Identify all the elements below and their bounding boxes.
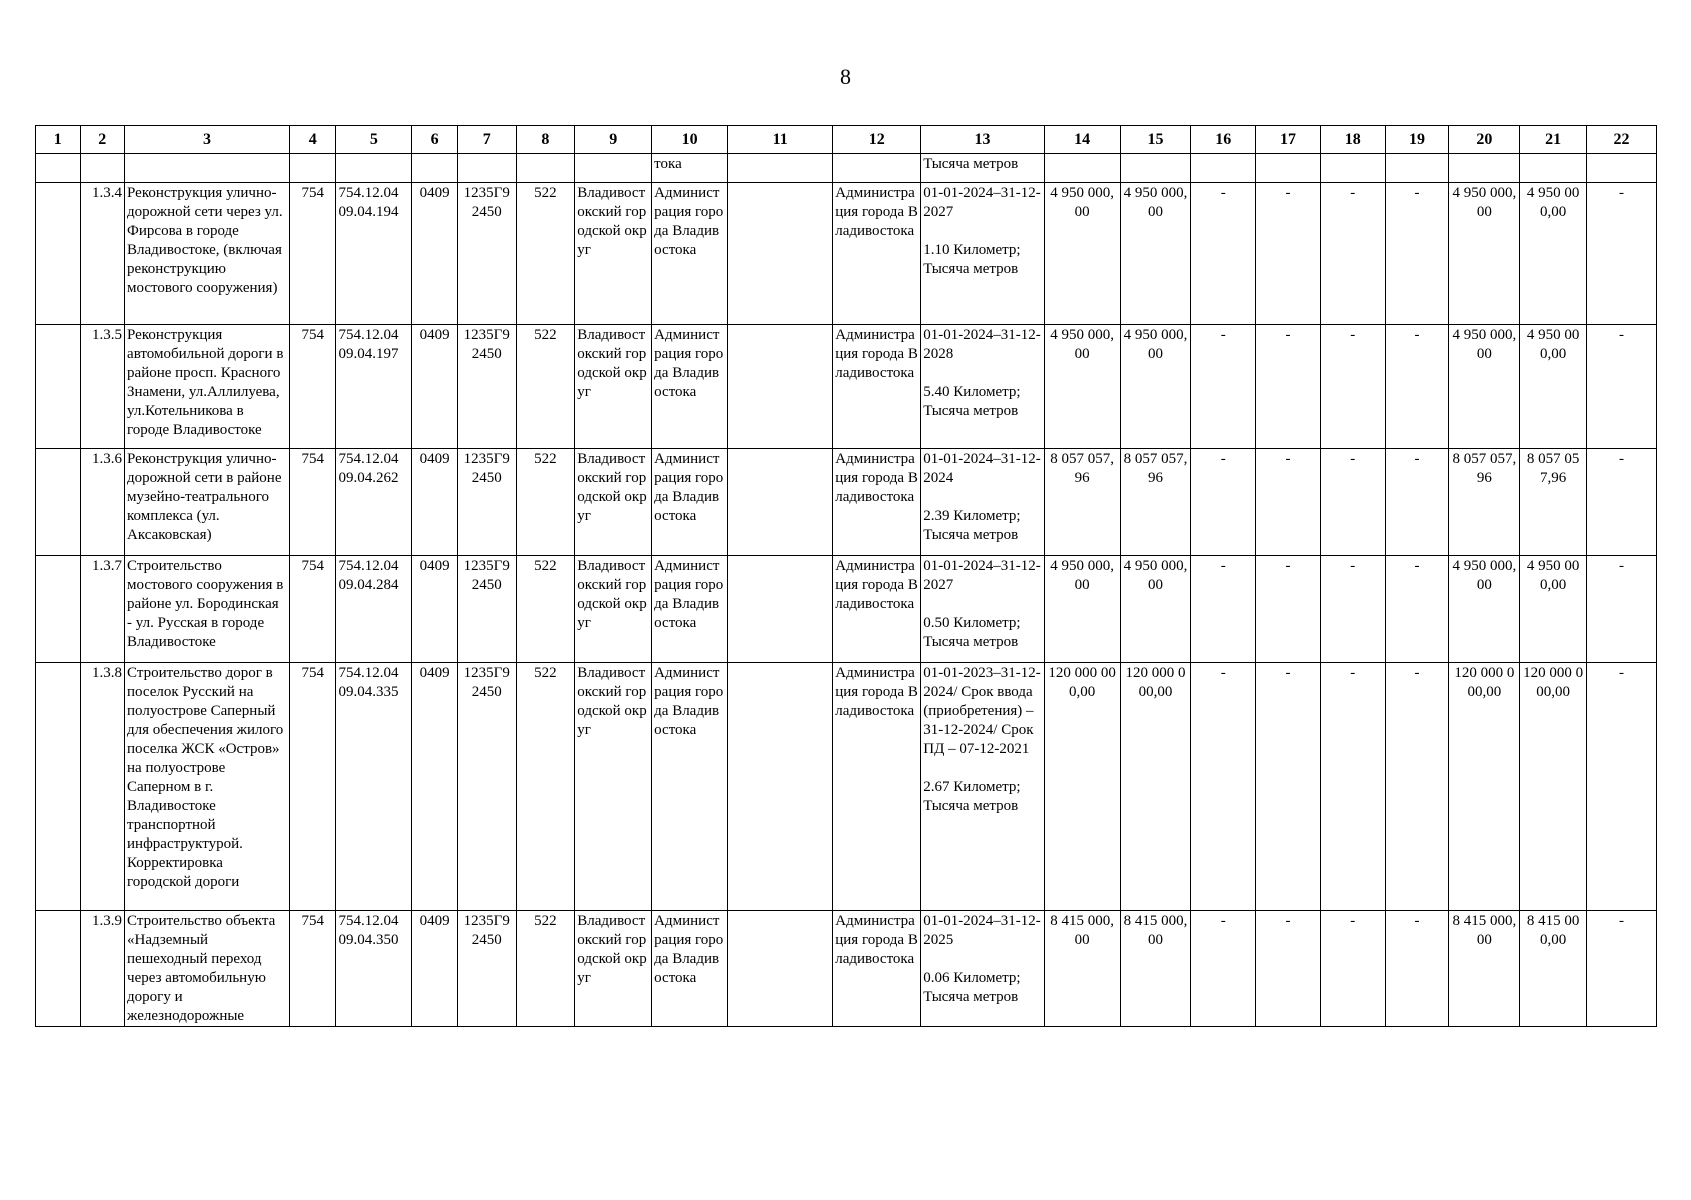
cell-dash: - <box>1587 556 1657 663</box>
cell-object-name: Реконструкция улично-дорожной сети через ул. Фирсова в городе Владивостоке, (включая реконструкцию мостового сооружения) <box>125 183 290 325</box>
column-header: 6 <box>412 126 458 154</box>
cell-dash: - <box>1385 183 1449 325</box>
cell-municipality: Владивостокский городской округ <box>575 449 652 556</box>
cell-amount: 120 000 000,00 <box>1044 663 1120 911</box>
column-header: 5 <box>336 126 412 154</box>
column-header: 16 <box>1191 126 1256 154</box>
cell-target-article: 1235Г9 2450 <box>457 325 516 449</box>
column-header: 10 <box>652 126 728 154</box>
cell-budget-code: 754.12.04 09.04.197 <box>336 325 412 449</box>
cell-amount: 4 950 000,00 <box>1520 325 1587 449</box>
column-header: 21 <box>1520 126 1587 154</box>
cell-amount: 8 415 000,00 <box>1520 911 1587 1027</box>
cell-municipality: Владивостокский городской округ <box>575 663 652 911</box>
cell-dash: - <box>1320 449 1385 556</box>
cell-object-name: Реконструкция автомобильной дороги в районе просп. Красного Знамени, ул.Аллилуева, ул.Котельникова в городе Владивостоке <box>125 325 290 449</box>
cell-dash: - <box>1256 325 1321 449</box>
cell-expense-type: 522 <box>516 183 575 325</box>
cell-empty <box>728 556 833 663</box>
cell-dash: - <box>1320 911 1385 1027</box>
cell-empty <box>728 911 833 1027</box>
cell-customer: Администрация города Владивостока <box>833 663 921 911</box>
cell-amount: 4 950 000,00 <box>1120 325 1191 449</box>
cell-empty <box>36 449 81 556</box>
cell-responsible: Администрация города Владивостока <box>652 911 728 1027</box>
cell-dash: - <box>1587 183 1657 325</box>
column-header: 7 <box>457 126 516 154</box>
cell-dash: - <box>1587 325 1657 449</box>
cell-budget-code: 754.12.04 09.04.335 <box>336 663 412 911</box>
cell-empty <box>728 325 833 449</box>
column-header: 11 <box>728 126 833 154</box>
cell-dash: - <box>1587 911 1657 1027</box>
cell-expense-type: 522 <box>516 449 575 556</box>
cell-municipality: Владивостокский городской округ <box>575 911 652 1027</box>
cell-customer: Администрация города Владивостока <box>833 556 921 663</box>
cell-term-capacity: 01-01-2024–31-12-2025 0.06 Километр; Тысяча метров <box>921 911 1044 1027</box>
cell-amount: 8 057 057,96 <box>1044 449 1120 556</box>
cell-amount: 120 000 000,00 <box>1449 663 1520 911</box>
column-header: 8 <box>516 126 575 154</box>
cell-amount: 4 950 000,00 <box>1520 183 1587 325</box>
cell-amount: 4 950 000,00 <box>1449 183 1520 325</box>
cell-item-number: 1.3.8 <box>80 663 125 911</box>
cell-expense-type: 522 <box>516 325 575 449</box>
cell-amount: 4 950 000,00 <box>1520 556 1587 663</box>
cell-expense-type: 522 <box>516 663 575 911</box>
cell-amount: 8 415 000,00 <box>1044 911 1120 1027</box>
column-header: 2 <box>80 126 125 154</box>
cell-dash: - <box>1385 325 1449 449</box>
cell-expense-type: 522 <box>516 556 575 663</box>
cell-section: 0409 <box>412 325 458 449</box>
cell-object-name: Строительство дорог в поселок Русский на полуострове Саперный для обеспечения жилого поселка ЖСК «Остров» на полуострове Саперном в г. Владивостоке транспортной инфраструктурой. Корректировка городской дороги <box>125 663 290 911</box>
cell-dash: - <box>1385 663 1449 911</box>
cell-amount: 120 000 000,00 <box>1120 663 1191 911</box>
cell-empty <box>728 183 833 325</box>
cell-section: 0409 <box>412 183 458 325</box>
table-row <box>36 911 1657 1027</box>
column-header: 14 <box>1044 126 1120 154</box>
cell-empty <box>728 663 833 911</box>
cell-code: 754 <box>289 911 336 1027</box>
cell-dash: - <box>1320 556 1385 663</box>
column-header: 13 <box>921 126 1044 154</box>
cell-dash: - <box>1385 449 1449 556</box>
cell-budget-code: 754.12.04 09.04.350 <box>336 911 412 1027</box>
cell-target-article: 1235Г9 2450 <box>457 911 516 1027</box>
cell-empty <box>36 663 81 911</box>
cell-amount: 8 415 000,00 <box>1449 911 1520 1027</box>
cell-amount: 4 950 000,00 <box>1044 183 1120 325</box>
cell-responsible: тока <box>652 154 728 183</box>
cell-dash: - <box>1587 663 1657 911</box>
cell-dash: - <box>1256 663 1321 911</box>
cell-amount: 8 057 057,96 <box>1449 449 1520 556</box>
column-header: 15 <box>1120 126 1191 154</box>
cell-dash: - <box>1256 449 1321 556</box>
cell-term-capacity: 01-01-2024–31-12-2027 0.50 Километр; Тысяча метров <box>921 556 1044 663</box>
cell-code: 754 <box>289 325 336 449</box>
cell-code: 754 <box>289 449 336 556</box>
cell-target-article: 1235Г9 2450 <box>457 183 516 325</box>
column-header: 19 <box>1385 126 1449 154</box>
cell-responsible: Администрация города Владивостока <box>652 663 728 911</box>
cell-dash: - <box>1191 183 1256 325</box>
cell-customer: Администрация города Владивостока <box>833 325 921 449</box>
cell-amount: 8 057 057,96 <box>1120 449 1191 556</box>
cell-empty <box>728 449 833 556</box>
cell-dash: - <box>1320 183 1385 325</box>
cell-item-number: 1.3.7 <box>80 556 125 663</box>
cell-budget-code: 754.12.04 09.04.284 <box>336 556 412 663</box>
continuation-row <box>36 154 1657 183</box>
cell-dash: - <box>1320 325 1385 449</box>
column-header: 20 <box>1449 126 1520 154</box>
cell-dash: - <box>1256 556 1321 663</box>
cell-section: 0409 <box>412 556 458 663</box>
column-header: 17 <box>1256 126 1321 154</box>
cell-amount: 4 950 000,00 <box>1449 325 1520 449</box>
table-row <box>36 663 1657 911</box>
cell-target-article: 1235Г9 2450 <box>457 556 516 663</box>
header-row <box>36 126 1657 154</box>
cell-municipality: Владивостокский городской округ <box>575 183 652 325</box>
cell-dash: - <box>1256 911 1321 1027</box>
cell-responsible: Администрация города Владивостока <box>652 449 728 556</box>
cell-term-capacity: 01-01-2023–31-12-2024/ Срок ввода (приобретения) – 31-12-2024/ Срок ПД – 07-12-2021 2.67 Километр; Тысяча метров <box>921 663 1044 911</box>
cell-amount: 4 950 000,00 <box>1044 325 1120 449</box>
cell-dash: - <box>1385 911 1449 1027</box>
cell-dash: - <box>1191 663 1256 911</box>
column-header: 9 <box>575 126 652 154</box>
cell-object-name: Реконструкция улично-дорожной сети в районе музейно-театрального комплекса (ул. Аксаковская) <box>125 449 290 556</box>
cell-target-article: 1235Г9 2450 <box>457 449 516 556</box>
cell-municipality: Владивостокский городской округ <box>575 556 652 663</box>
cell-dash: - <box>1320 663 1385 911</box>
cell-dash: - <box>1191 449 1256 556</box>
cell-section: 0409 <box>412 663 458 911</box>
cell-empty <box>36 325 81 449</box>
cell-item-number: 1.3.5 <box>80 325 125 449</box>
cell-responsible: Администрация города Владивостока <box>652 325 728 449</box>
cell-item-number: 1.3.6 <box>80 449 125 556</box>
cell-responsible: Администрация города Владивостока <box>652 183 728 325</box>
cell-code: 754 <box>289 663 336 911</box>
cell-amount: 120 000 000,00 <box>1520 663 1587 911</box>
table-body <box>36 154 1657 1027</box>
cell-amount: 8 057 057,96 <box>1520 449 1587 556</box>
cell-responsible: Администрация города Владивостока <box>652 556 728 663</box>
cell-customer: Администрация города Владивостока <box>833 911 921 1027</box>
cell-amount: 4 950 000,00 <box>1044 556 1120 663</box>
cell-budget-code: 754.12.04 09.04.194 <box>336 183 412 325</box>
cell-amount: 4 950 000,00 <box>1449 556 1520 663</box>
cell-item-number: 1.3.9 <box>80 911 125 1027</box>
table-row <box>36 183 1657 325</box>
cell-amount: 8 415 000,00 <box>1120 911 1191 1027</box>
column-header: 12 <box>833 126 921 154</box>
cell-dash: - <box>1587 449 1657 556</box>
cell-municipality: Владивостокский городской округ <box>575 325 652 449</box>
cell-item-number: 1.3.4 <box>80 183 125 325</box>
cell-term-capacity: Тысяча метров <box>921 154 1044 183</box>
cell-dash: - <box>1191 911 1256 1027</box>
cell-target-article: 1235Г9 2450 <box>457 663 516 911</box>
cell-amount: 4 950 000,00 <box>1120 183 1191 325</box>
cell-section: 0409 <box>412 911 458 1027</box>
table-row <box>36 449 1657 556</box>
cell-term-capacity: 01-01-2024–31-12-2027 1.10 Километр; Тысяча метров <box>921 183 1044 325</box>
cell-dash: - <box>1191 325 1256 449</box>
cell-object-name: Строительство объекта «Надземный пешеходный переход через автомобильную дорогу и железнодорожные <box>125 911 290 1027</box>
cell-code: 754 <box>289 556 336 663</box>
column-header: 4 <box>289 126 336 154</box>
cell-code: 754 <box>289 183 336 325</box>
column-header: 18 <box>1320 126 1385 154</box>
cell-object-name: Строительство мостового сооружения в районе ул. Бородинская - ул. Русская в городе Владивостоке <box>125 556 290 663</box>
cell-empty <box>36 911 81 1027</box>
cell-dash: - <box>1256 183 1321 325</box>
cell-dash: - <box>1385 556 1449 663</box>
cell-term-capacity: 01-01-2024–31-12-2024 2.39 Километр; Тысяча метров <box>921 449 1044 556</box>
column-header: 3 <box>125 126 290 154</box>
cell-customer: Администрация города Владивостока <box>833 449 921 556</box>
page-number: 8 <box>840 64 851 89</box>
cell-amount: 4 950 000,00 <box>1120 556 1191 663</box>
table-row <box>36 556 1657 663</box>
cell-budget-code: 754.12.04 09.04.262 <box>336 449 412 556</box>
cell-expense-type: 522 <box>516 911 575 1027</box>
table-row <box>36 325 1657 449</box>
data-table <box>35 125 1657 1027</box>
column-header: 22 <box>1587 126 1657 154</box>
column-header: 1 <box>36 126 81 154</box>
cell-empty <box>36 556 81 663</box>
cell-term-capacity: 01-01-2024–31-12-2028 5.40 Километр; Тысяча метров <box>921 325 1044 449</box>
cell-dash: - <box>1191 556 1256 663</box>
cell-empty <box>36 183 81 325</box>
cell-customer: Администрация города Владивостока <box>833 183 921 325</box>
cell-section: 0409 <box>412 449 458 556</box>
